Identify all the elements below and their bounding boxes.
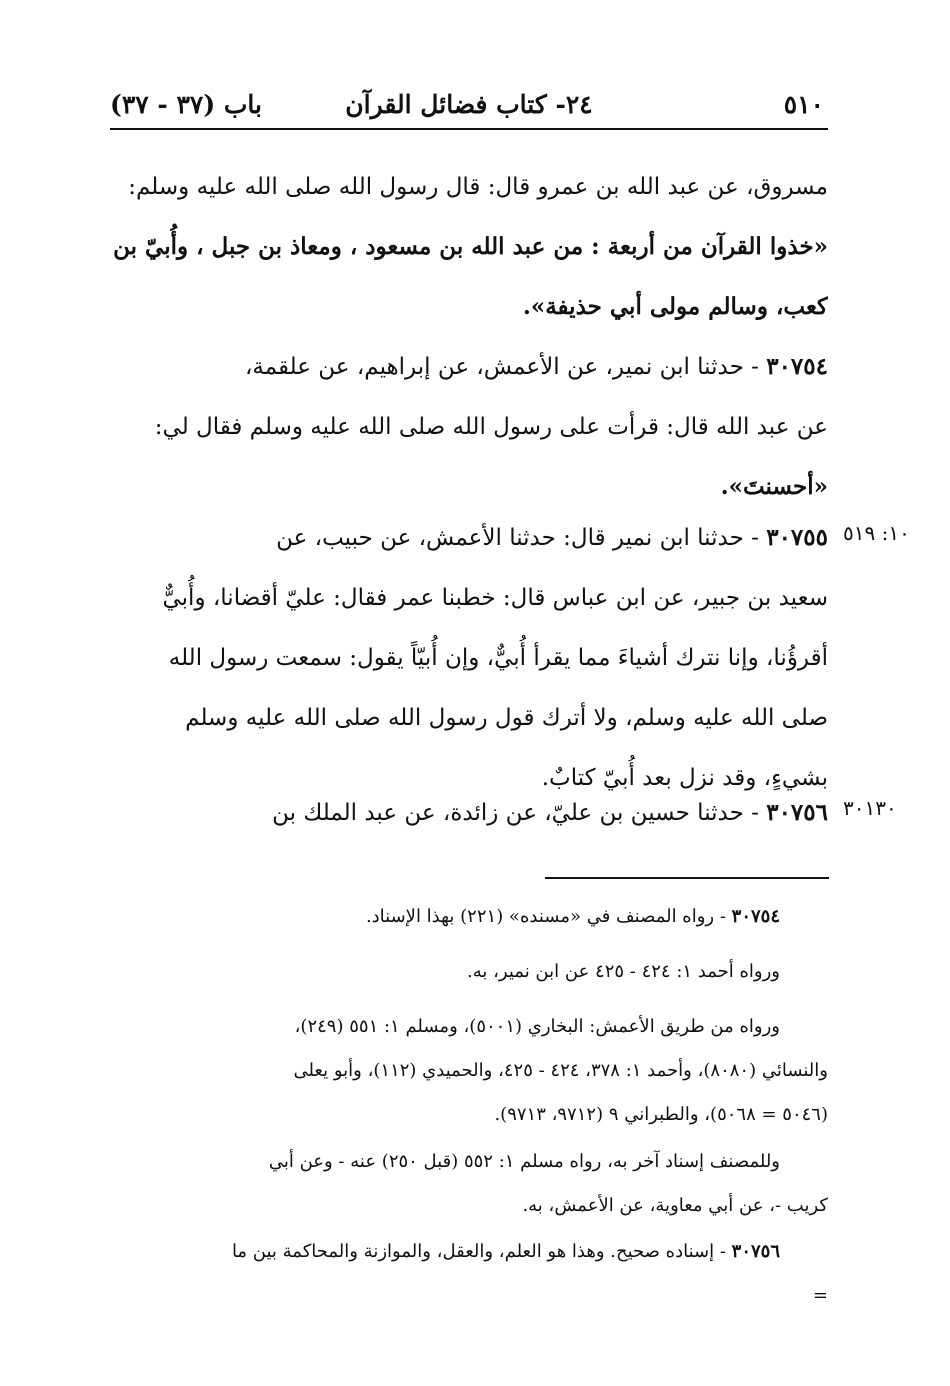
book-title: ٢٤- كتاب فضائل القرآن — [345, 90, 593, 119]
footnote-number: ٣٠٧٥٤ — [731, 906, 780, 927]
text-line: بشيءٍ، وقد نزل بعد أُبيّ كتابٌ. — [541, 765, 828, 791]
footnote-line: وللمصنف إسناد آخر به، رواه مسلم ١: ٥٥٢ (قبل ٢٥٠) عنه - وعن أبي — [268, 1151, 780, 1172]
chapter-range: باب (٣٧ - ٣٧) — [110, 90, 263, 119]
hadith-number: ٣٠٧٥٦ — [766, 799, 828, 826]
hadith-number: ٣٠٧٥٥ — [766, 524, 828, 551]
hadith-first-line — [110, 783, 828, 843]
footnote-line — [110, 895, 828, 939]
hadith-first-line — [110, 337, 828, 397]
running-header — [110, 86, 828, 130]
footnote-30754 — [110, 895, 828, 939]
text-line: صلى الله عليه وسلم، ولا أترك قول رسول الله صلى الله عليه وسلم — [185, 705, 828, 731]
footnote-line: كريب -، عن أبي معاوية، عن الأعمش، به. — [522, 1195, 828, 1216]
quoted-text-line: «أحسنتَ». — [720, 473, 828, 500]
text-line: أقرؤُنا، وإنا نترك أشياءَ مما يقرأ أُبيٌّ، وإن أُبيّاً يقول: سمعت رسول الله — [168, 645, 828, 671]
footnote-text: - إسناده صحيح. وهذا هو العلم، والعقل، والموازنة والمحاكمة بين ما — [231, 1241, 732, 1262]
footnote-number: ٣٠٧٥٦ — [731, 1241, 780, 1262]
header-divider — [110, 128, 828, 130]
footnote-paragraph — [110, 1140, 828, 1228]
hadith-continuation — [110, 157, 828, 337]
continuation-mark: = — [812, 1285, 828, 1306]
margin-reference: ١٠: ٥١٩ — [843, 521, 910, 545]
footnote-line: ورواه أحمد ١: ٤٢٤ - ٤٢٥ عن ابن نمير، به. — [467, 961, 780, 982]
hadith-text: - حدثنا ابن نمير قال: حدثنا الأعمش، عن حبيب، عن — [276, 525, 767, 551]
footnote-divider — [545, 877, 829, 879]
margin-reference: ٣٠١٣٠ — [843, 796, 897, 820]
hadith-text: - حدثنا ابن نمير، عن الأعمش، عن إبراهيم، عن علقمة، — [244, 354, 767, 380]
page-number: ٥١٠ — [783, 90, 824, 119]
hadith-first-line — [110, 508, 828, 568]
footnote-line: (٥٠٤٦ = ٥٠٦٨)، والطبراني ٩ (٩٧١٢، ٩٧١٣). — [494, 1104, 828, 1125]
footnote-text: - رواه المصنف في «مسنده» (٢٢١) بهذا الإسناد. — [365, 906, 732, 927]
footnote-line: والنسائي (٨٠٨٠)، وأحمد ١: ٣٧٨، ٤٢٤ - ٤٢٥، والحميدي (١١٢)، وأبو يعلى — [293, 1060, 828, 1081]
footnote-paragraph — [110, 1005, 828, 1137]
footnote-line — [110, 1230, 828, 1274]
hadith-number: ٣٠٧٥٤ — [766, 353, 828, 380]
quoted-text-line: «خذوا القرآن من أربعة : من عبد الله بن مسعود ، ومعاذ بن جبل ، وأُبيّ بن — [113, 233, 828, 260]
text-line: سعيد بن جبير، عن ابن عباس قال: خطبنا عمر فقال: عليّ أقضانا، وأُبيٌّ — [162, 585, 828, 611]
hadith-text: - حدثنا حسين بن عليّ، عن زائدة، عن عبد الملك بن — [272, 800, 767, 826]
hadith-30756 — [110, 783, 828, 843]
footnote-paragraph — [110, 950, 828, 994]
text-line: مسروق، عن عبد الله بن عمرو قال: قال رسول الله صلى الله عليه وسلم: — [128, 174, 828, 200]
hadith-30755 — [110, 508, 828, 808]
footnote-30756 — [110, 1230, 828, 1318]
hadith-30754 — [110, 337, 828, 517]
footnote-line: ورواه من طريق الأعمش: البخاري (٥٠٠١)، ومسلم ١: ٥٥١ (٢٤٩)، — [294, 1016, 780, 1037]
quoted-text-line: كعب، وسالم مولى أبي حذيفة». — [522, 293, 828, 320]
text-line: عن عبد الله قال: قرأت على رسول الله صلى الله عليه وسلم فقال لي: — [154, 414, 828, 440]
